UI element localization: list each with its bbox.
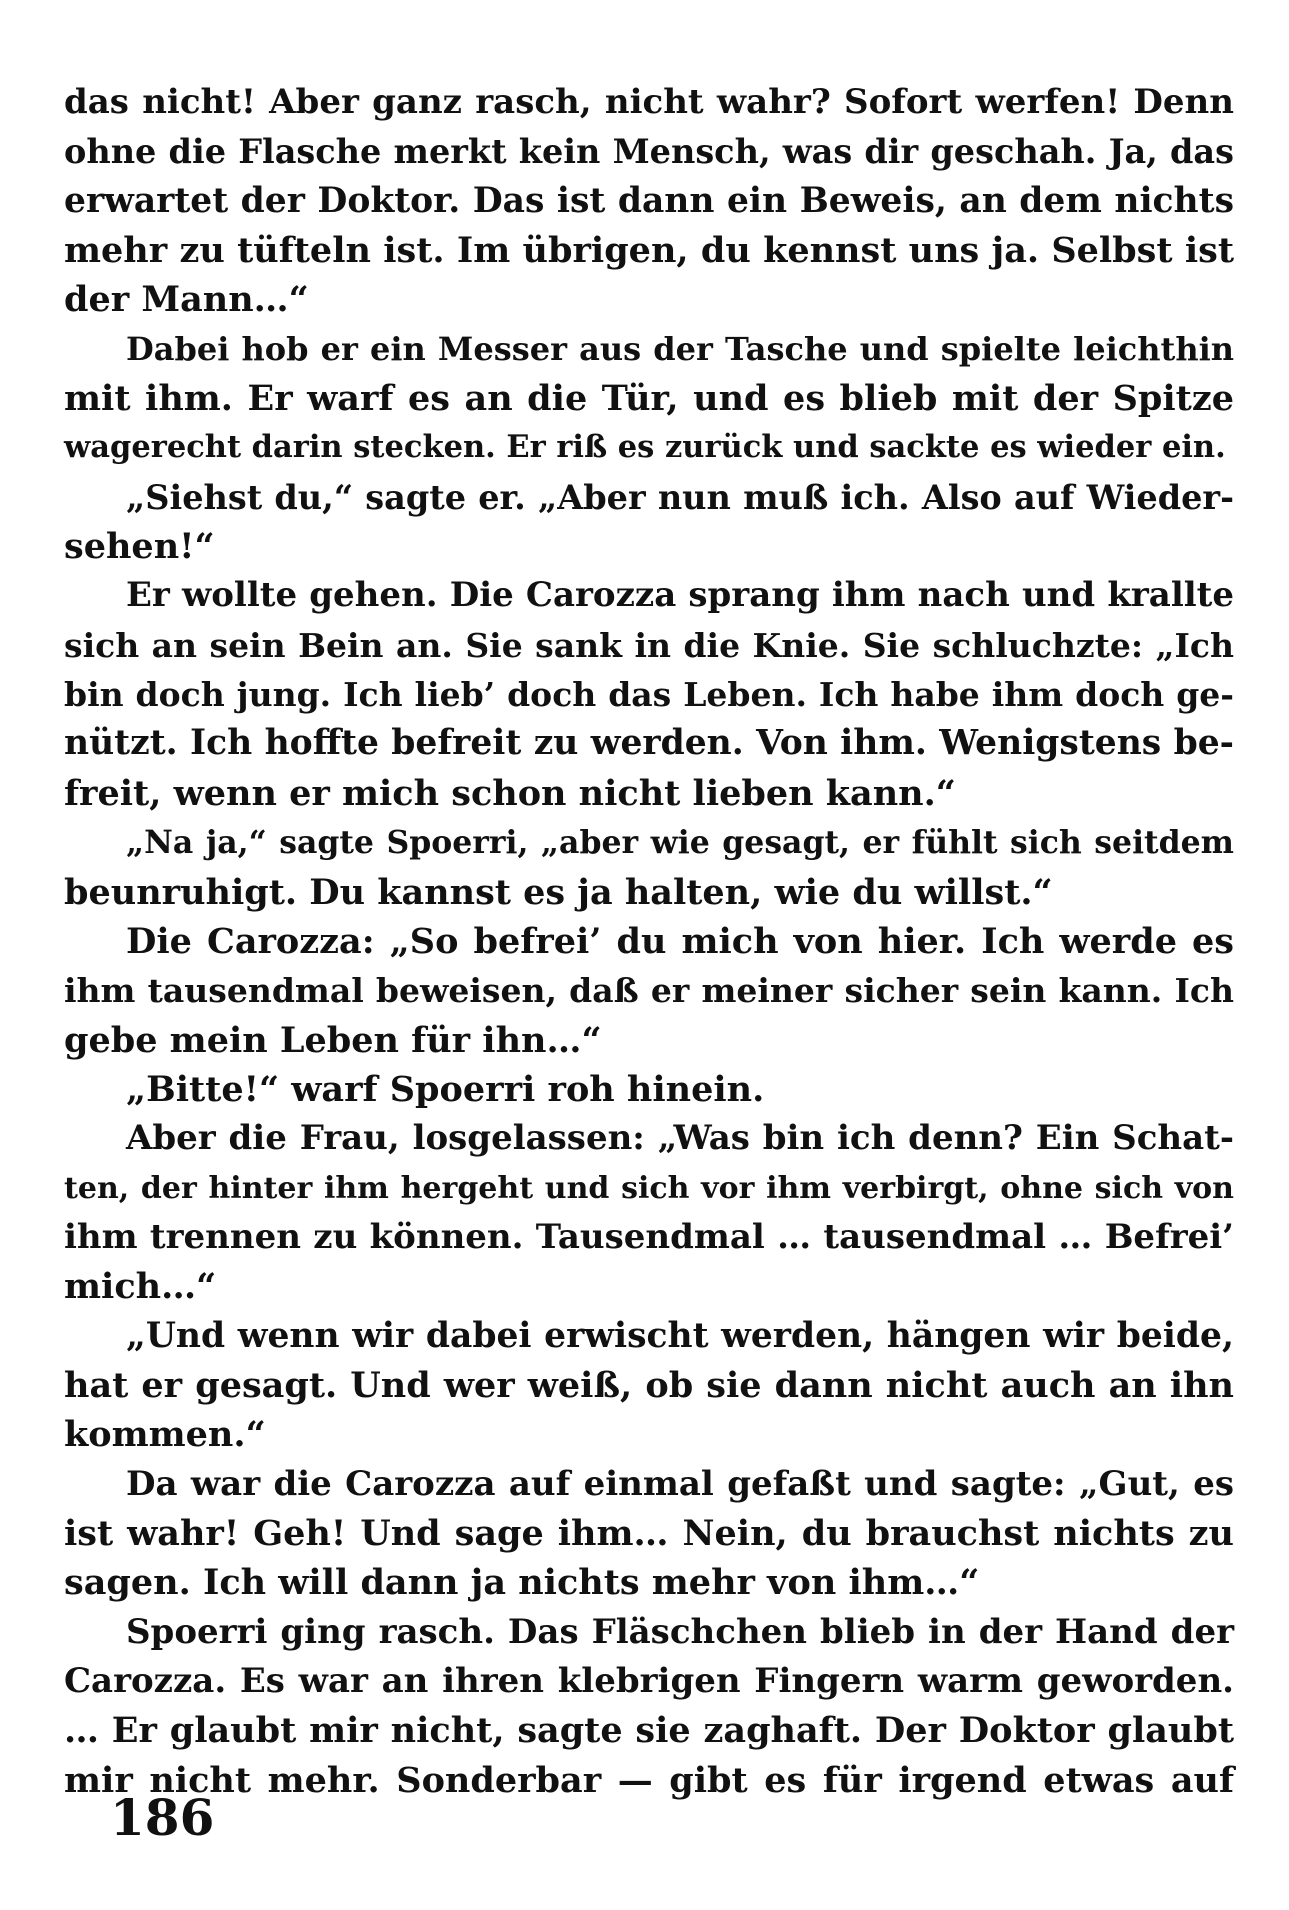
text-line: Er wollte gehen. Die Carozza sprang ihm nach und krallte [126,575,1234,616]
text-line: … Er glaubt mir nicht, sagte sie zaghaft. Der Doktor glaubt [64,1710,1234,1752]
text-line: wagerecht darin stecken. Er riß es zurück und sackte es wieder ein. [64,429,1226,466]
text-line: Da war die Carozza auf einmal gefaßt und sagte: „Gut, es [126,1463,1234,1504]
text-line: mehr zu tüfteln ist. Im übrigen, du kennst uns ja. Selbst ist [64,230,1234,272]
text-line: ten, der hinter ihm hergeht und sich vor ihm verbirgt, ohne sich von [64,1170,1234,1206]
text-line: „Siehst du,“ sagte er. „Aber nun muß ich. Also auf Wieder- [126,477,1234,517]
text-line: Dabei hob er ein Messer aus der Tasche und spielte leichthin [126,329,1234,368]
text-line: bin doch jung. Ich lieb’ doch das Leben. Ich habe ihm doch ge- [64,675,1234,715]
text-line: hat er gesagt. Und wer weiß, ob sie dann nicht auch an ihn [64,1364,1234,1406]
text-line: der Mann…“ [64,279,309,321]
text-line: Spoerri ging rasch. Das Fläschchen blieb in der Hand der [126,1611,1234,1652]
text-line: sich an sein Bein an. Sie sank in die Knie. Sie schluchzte: „Ich [64,625,1234,665]
text-line: beunruhigt. Du kannst es ja halten, wie du willst.“ [64,871,1053,913]
text-line: „Na ja,“ sagte Spoerri, „aber wie gesagt, er fühlt sich seitdem [126,824,1234,862]
page-text [64,78,1234,1805]
text-line: das nicht! Aber ganz rasch, nicht wahr? Sofort werfen! Denn [64,82,1234,122]
text-line: ihm tausendmal beweisen, daß er meiner sicher sein kann. Ich [64,971,1234,1011]
text-line: ihm trennen zu können. Tausendmal … tausendmal … Befrei’ [64,1216,1234,1257]
text-line: sehen!“ [64,526,215,568]
text-line: Aber die Frau, losgelassen: „Was bin ich denn? Ein Schat- [126,1118,1234,1159]
text-line: „Bitte!“ warf Spoerri roh hinein. [126,1068,765,1110]
text-line: ohne die Flasche merkt kein Mensch, was dir geschah. Ja, das [64,132,1234,172]
text-line: sagen. Ich will dann ja nichts mehr von ihm…“ [64,1562,980,1604]
text-line: nützt. Ich hoffte befreit zu werden. Von ihm. Wenigstens be- [64,723,1234,764]
page-number: 186 [110,1788,215,1847]
text-line: mich…“ [64,1266,217,1308]
text-line: ist wahr! Geh! Und sage ihm… Nein, du brauchst nichts zu [64,1512,1234,1554]
text-line: freit, wenn er mich schon nicht lieben kann.“ [64,772,956,814]
text-line: mir nicht mehr. Sonderbar — gibt es für irgend etwas auf [64,1759,1234,1801]
text-line: erwartet der Doktor. Das ist dann ein Beweis, an dem nichts [64,180,1234,221]
text-line: Carozza. Es war an ihren klebrigen Fingern warm geworden. [64,1661,1234,1701]
text-line: Die Carozza: „So befrei’ du mich von hier. Ich werde es [126,920,1234,962]
text-line: gebe mein Leben für ihn…“ [64,1019,602,1061]
text-line: mit ihm. Er warf es an die Tür, und es blieb mit der Spitze [64,378,1234,420]
text-line: „Und wenn wir dabei erwischt werden, hängen wir beide, [126,1315,1234,1356]
text-line: kommen.“ [64,1414,266,1456]
